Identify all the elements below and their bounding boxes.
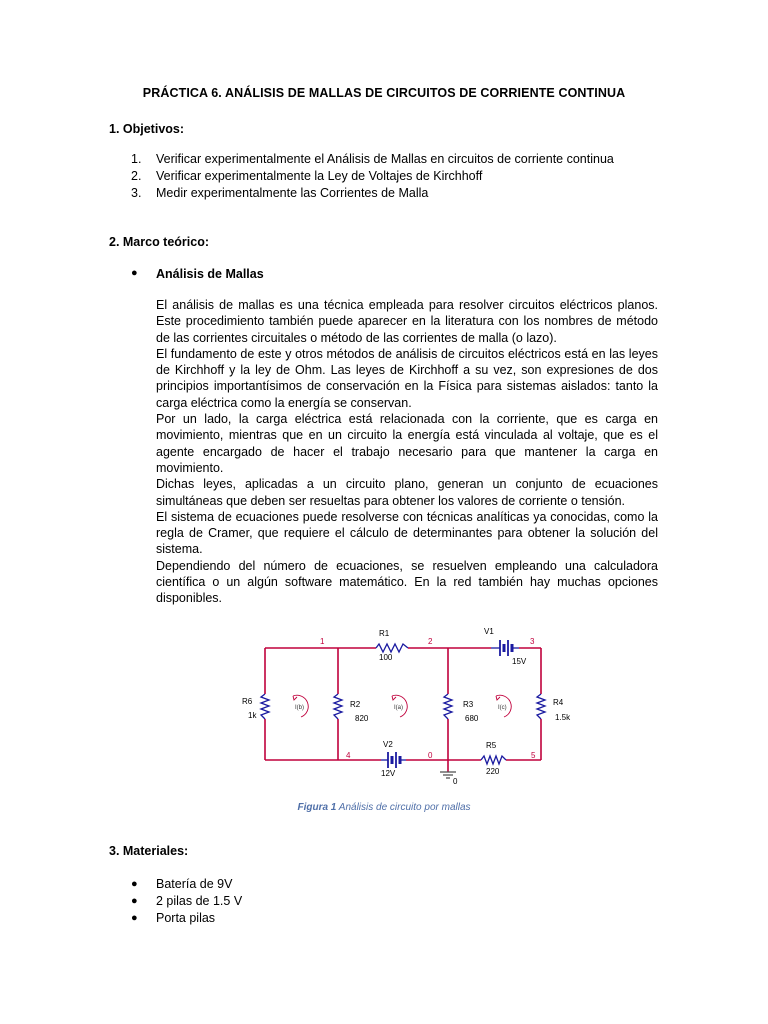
paragraph: Dependiendo del número de ecuaciones, se resuelven empleando una calculadora científica o un algún software matemático. En la red también hay muchas opciones disponibles. — [156, 558, 658, 606]
section-objetivos-heading: 1. Objetivos: — [109, 122, 185, 136]
marco-teorico-text — [156, 297, 658, 607]
bullet-icon: ● — [131, 912, 138, 924]
r4-name: R4 — [553, 698, 564, 707]
objetivos-list — [131, 151, 614, 202]
list-item: ● 2 pilas de 1.5 V — [131, 894, 243, 908]
mesh-label: I(c) — [498, 705, 507, 711]
resistor-r4-symbol — [537, 694, 545, 719]
list-item: ● Batería de 9V — [131, 877, 233, 891]
r1-name: R1 — [379, 629, 390, 638]
section-materiales-heading: 3. Materiales: — [109, 844, 189, 858]
node-label: 5 — [531, 751, 536, 760]
figure-caption — [0, 802, 768, 813]
resistor-r6-symbol — [261, 694, 269, 719]
v1-value: 15V — [512, 657, 527, 666]
paragraph: El sistema de ecuaciones puede resolverse con técnicas analíticas ya conocidas, como la regla de Cramer, que requiere el cálculo de determinantes para obtener la solución del sistema. — [156, 509, 658, 557]
resistor-r5-symbol — [481, 756, 506, 764]
r3-name: R3 — [463, 700, 474, 709]
resistor-r1-symbol — [376, 644, 408, 652]
r6-value: 1k — [248, 711, 257, 720]
v1-name: V1 — [484, 627, 494, 636]
v2-name: V2 — [383, 740, 393, 749]
v2-value: 12V — [381, 769, 396, 778]
r5-value: 220 — [486, 767, 500, 776]
r5-name: R5 — [486, 741, 497, 750]
paragraph: El fundamento de este y otros métodos de análisis de circuitos eléctricos está en las leyes de Kirchhoff y la ley de Ohm. Las leyes de Kirchhoff a su vez, son expresiones de dos principios importantísimos de conservación en la Física para sistemas aislados: tanto la carga eléctrica como la energía se conservan. — [156, 346, 658, 410]
caption-text: Análisis de circuito por mallas — [338, 802, 471, 813]
caption-label: Figura 1 — [297, 802, 337, 813]
mesh-label: I(a) — [394, 705, 403, 711]
node-label: 1 — [320, 637, 325, 646]
list-item: 1. Verificar experimentalmente el Análisis de Mallas en circuitos de corriente continua — [131, 152, 614, 166]
mesh-current-labels — [295, 705, 507, 711]
bullet-icon: ● — [131, 895, 138, 907]
list-item: 2. Verificar experimentalmente la Ley de Voltajes de Kirchhoff — [131, 169, 483, 183]
r6-name: R6 — [242, 697, 253, 706]
list-item: ● Porta pilas — [131, 911, 216, 925]
bullet-analisis-mallas: ● Análisis de Mallas — [131, 267, 264, 281]
r2-name: R2 — [350, 700, 361, 709]
circuit-labels — [242, 627, 571, 786]
node-label: 4 — [346, 751, 351, 760]
materiales-list — [131, 876, 242, 927]
bullet-icon: ● — [131, 267, 138, 279]
node-label: 2 — [428, 637, 433, 646]
document-title: PRÁCTICA 6. ANÁLISIS DE MALLAS DE CIRCUITOS DE CORRIENTE CONTINUA — [142, 86, 626, 100]
section-marco-heading: 2. Marco teórico: — [109, 235, 210, 249]
node-label: 0 — [428, 751, 433, 760]
paragraph: Dichas leyes, aplicadas a un circuito plano, generan un conjunto de ecuaciones simultáneas que deben ser resueltas para obtener los valores de corriente o tensión. — [156, 477, 658, 508]
ground-label: 0 — [453, 777, 458, 786]
bullet-icon: ● — [131, 878, 138, 890]
mesh-label: I(b) — [295, 705, 304, 711]
r1-value: 100 — [379, 653, 393, 662]
paragraph: Por un lado, la carga eléctrica está relacionada con la corriente, que es carga en movimiento, mientras que en un circuito la energía está vinculada al voltaje, que es el agente encargado de hacer el trabajo necesario para que mantener la carga en movimiento. — [156, 412, 658, 475]
circuit-diagram — [236, 624, 571, 804]
r4-value: 1.5k — [555, 713, 571, 722]
node-label: 3 — [530, 637, 535, 646]
r2-value: 820 — [355, 714, 369, 723]
list-item: 3. Medir experimentalmente las Corrientes de Malla — [131, 186, 429, 200]
resistor-r2-symbol — [334, 694, 342, 719]
paragraph: El análisis de mallas es una técnica empleada para resolver circuitos eléctricos planos. Este procedimiento también puede aparecer en la literatura con los nombres de método de las corrientes circuitales o método de las corrientes de malla (o lazo). — [156, 298, 658, 345]
r3-value: 680 — [465, 714, 479, 723]
resistor-r3-symbol — [444, 694, 452, 719]
